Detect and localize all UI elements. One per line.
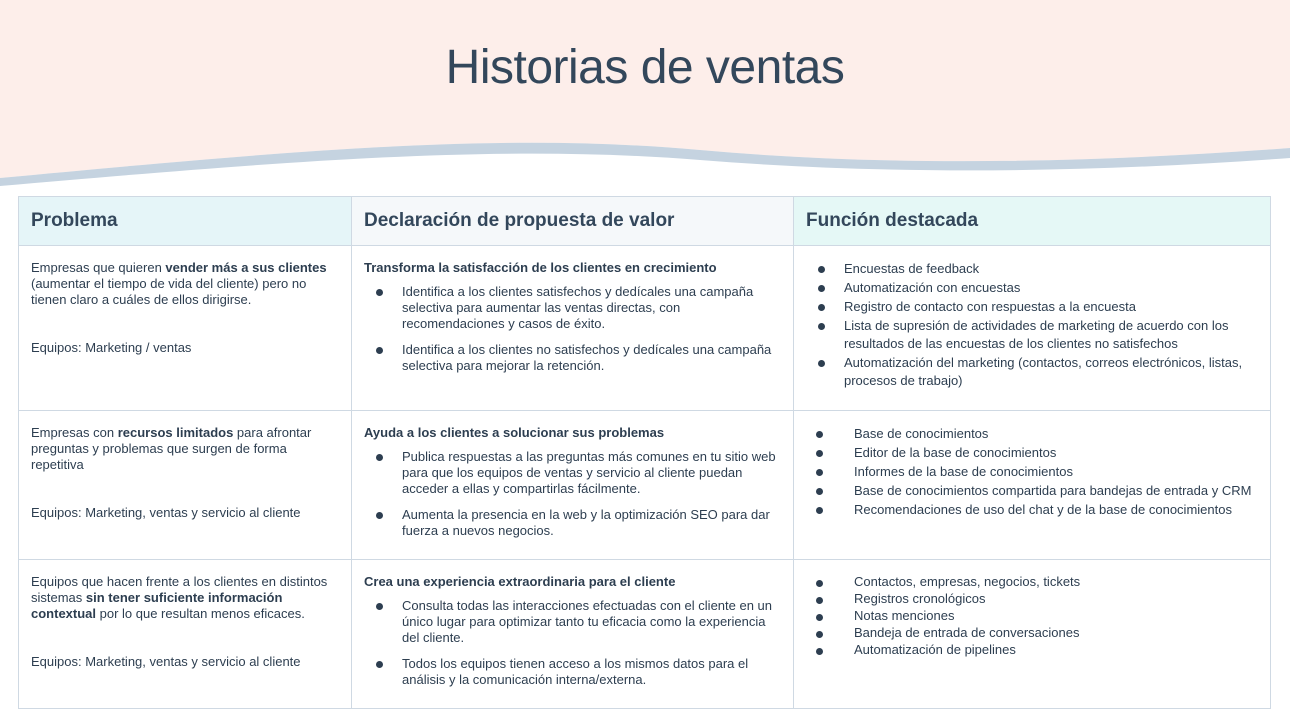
value-proposition-title: Transforma la satisfacción de los clientes en crecimiento (364, 260, 717, 275)
list-item: Informes de la base de conocimientos (854, 463, 1258, 481)
feature-cell (794, 560, 1271, 709)
list-item: Base de conocimientos (854, 425, 1258, 443)
list-item: Identifica a los clientes no satisfechos y dedícales una campaña selectiva para mejorar la retención. (402, 342, 781, 374)
table-row (19, 246, 1271, 411)
value-proposition-list (364, 284, 781, 374)
list-item: Encuestas de feedback (844, 260, 1258, 278)
feature-cell (794, 411, 1271, 560)
page-title: Historias de ventas (445, 41, 845, 94)
value-proposition-list (364, 598, 781, 688)
value-proposition-cell (352, 246, 794, 411)
list-item: Identifica a los clientes satisfechos y dedícales una campaña selectiva para aumentar las ventas directas, con recomendaciones y casos de éxito. (402, 284, 781, 332)
list-item: Publica respuestas a las preguntas más comunes en tu sitio web para que los equipos de ventas y servicio al cliente puedan acceder a ellas y compartirlas fácilmente. (402, 449, 781, 497)
list-item: Notas menciones (854, 608, 1258, 624)
list-item: Todos los equipos tienen acceso a los mismos datos para el análisis y la comunicación interna/externa. (402, 656, 781, 688)
list-item: Lista de supresión de actividades de marketing de acuerdo con los resultados de las encuestas de los clientes no satisfechos (844, 317, 1258, 353)
sales-stories-table (18, 196, 1271, 709)
value-proposition-title: Ayuda a los clientes a solucionar sus problemas (364, 425, 665, 440)
feature-list (806, 425, 1258, 519)
value-proposition-cell (352, 560, 794, 709)
list-item: Bandeja de entrada de conversaciones (854, 625, 1258, 641)
problem-cell (19, 246, 352, 411)
feature-list (806, 260, 1258, 390)
table-row (19, 411, 1271, 560)
problem-text: Equipos que hacen frente a los clientes en distintos sistemas sin tener suficiente información contextual por lo que resultan menos eficaces. (31, 574, 328, 621)
list-item: Aumenta la presencia en la web y la optimización SEO para dar fuerza a nuevos negocios. (402, 507, 781, 539)
list-item: Recomendaciones de uso del chat y de la base de conocimientos (854, 501, 1258, 519)
value-proposition-title: Crea una experiencia extraordinaria para el cliente (364, 574, 676, 589)
list-item: Base de conocimientos compartida para bandejas de entrada y CRM (854, 482, 1258, 500)
feature-cell (794, 246, 1271, 411)
table-header-row (19, 197, 1271, 246)
list-item: Consulta todas las interacciones efectuadas con el cliente en un único lugar para optimizar tanto tu eficacia como la experiencia del cliente. (402, 598, 781, 646)
column-header-problem: Problema (19, 197, 352, 246)
feature-list (806, 574, 1258, 658)
list-item: Automatización del marketing (contactos, correos electrónicos, listas, procesos de trabajo) (844, 354, 1258, 390)
value-proposition-list (364, 449, 781, 539)
wave-background (0, 0, 1290, 190)
value-proposition-cell (352, 411, 794, 560)
list-item: Registro de contacto con respuestas a la encuesta (844, 298, 1258, 316)
header-banner (0, 0, 1290, 190)
teams-text: Equipos: Marketing / ventas (31, 340, 192, 355)
list-item: Editor de la base de conocimientos (854, 444, 1258, 462)
list-item: Automatización con encuestas (844, 279, 1258, 297)
list-item: Registros cronológicos (854, 591, 1258, 607)
list-item: Automatización de pipelines (854, 642, 1258, 658)
problem-text: Empresas con recursos limitados para afrontar preguntas y problemas que surgen de forma repetitiva (31, 425, 312, 472)
teams-text: Equipos: Marketing, ventas y servicio al cliente (31, 505, 301, 520)
problem-cell (19, 411, 352, 560)
problem-cell (19, 560, 352, 709)
problem-text: Empresas que quieren vender más a sus clientes (aumentar el tiempo de vida del cliente) pero no tienen claro a cuáles de ellos dirigirse. (31, 260, 327, 307)
teams-text: Equipos: Marketing, ventas y servicio al cliente (31, 654, 301, 669)
table-row (19, 560, 1271, 709)
list-item: Contactos, empresas, negocios, tickets (854, 574, 1258, 590)
column-header-value-proposition: Declaración de propuesta de valor (352, 197, 794, 246)
column-header-feature: Función destacada (794, 197, 1271, 246)
